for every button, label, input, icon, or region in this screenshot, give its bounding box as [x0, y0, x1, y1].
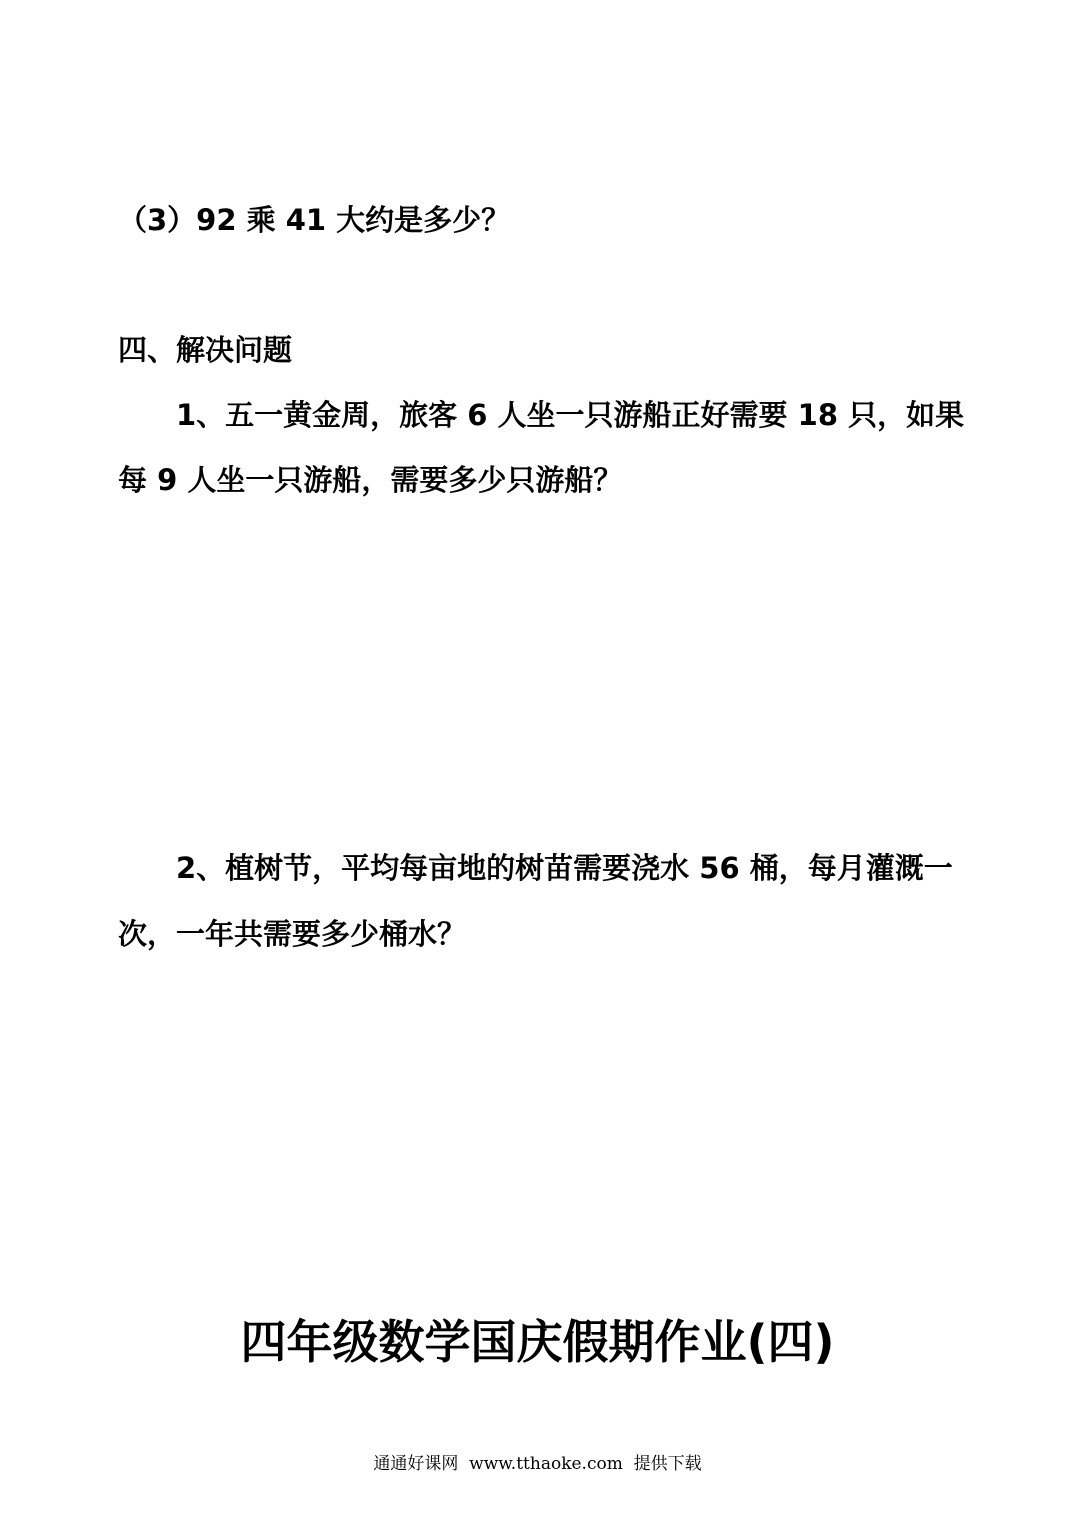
problem-1-line-2: 每 9 人坐一只游船，需要多少只游船？ — [118, 463, 623, 497]
problem-2-line-1: 2、植树节，平均每亩地的树苗需要浇水 56 桶，每月灌溉一 — [176, 851, 953, 885]
footer-credit: 通通好课网 www.tthaoke.com 提供下载 — [373, 1454, 702, 1474]
section-heading-solve-problems: 四、解决问题 — [118, 333, 293, 367]
problem-1-line-1: 1、五一黄金周，旅客 6 人坐一只游船正好需要 18 只，如果 — [176, 398, 965, 432]
page-title: 四年级数学国庆假期作业(四) — [240, 1315, 835, 1369]
problem-2-line-2: 次，一年共需要多少桶水？ — [118, 917, 467, 951]
question-3-text: （3）92 乘 41 大约是多少？ — [118, 203, 511, 237]
